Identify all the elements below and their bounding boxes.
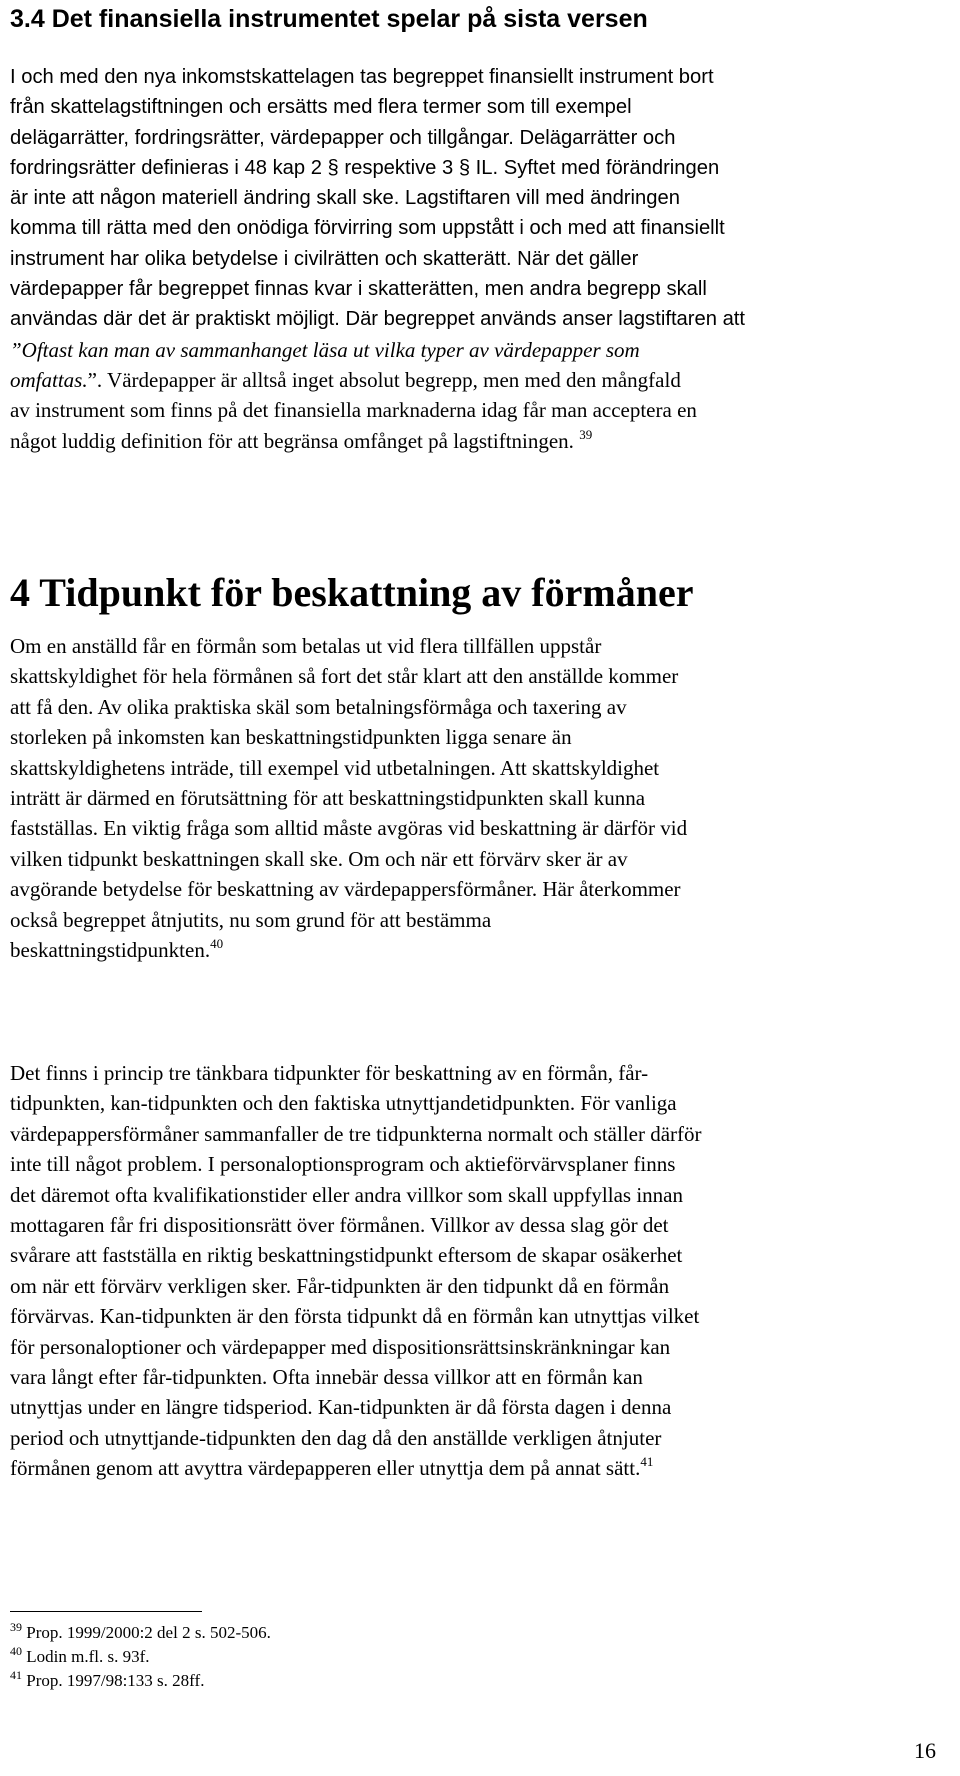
text-line: användas där det är praktiskt möjligt. Där begreppet används anser lagstiftaren att — [10, 308, 746, 331]
text-line: skattskyldighetens inträde, till exempel vid utbetalningen. Att skattskyldighet — [10, 755, 660, 780]
text-line: svårare att fastställa en riktig beskattningstidpunkt eftersom de skapar osäkerhet — [10, 1243, 683, 1268]
text-line: skattskyldighet för hela förmånen så fort det står klart att den anställde kommer — [10, 664, 679, 689]
footnote-number: 39 — [10, 1620, 22, 1634]
text-span: beskattningstidpunkten. — [10, 938, 211, 963]
footnote — [10, 1645, 960, 1669]
text-line: fastställas. En viktig fråga som alltid måste avgöras vid beskattning är därför vid — [10, 816, 688, 841]
footnote-text: Prop. 1999/2000:2 del 2 s. 502-506. — [26, 1623, 271, 1642]
chapter-4-paragraph-2 — [10, 1058, 960, 1484]
text-line: om när ett förvärv verkligen sker. Får-tidpunkten är den tidpunkt då en förmån — [10, 1273, 670, 1298]
footnote-number: 40 — [10, 1644, 22, 1658]
text-line: att få den. Av olika praktiska skäl som betalningsförmåga och taxering av — [10, 694, 627, 719]
footnotes — [10, 1621, 960, 1693]
text-line: från skattelagstiftningen och ersätts med flera termer som till exempel — [10, 96, 632, 119]
chapter-4-paragraph-1 — [10, 631, 960, 965]
chapter-heading: 4 Tidpunkt för beskattning av förmåner — [10, 570, 694, 615]
section-heading: 3.4 Det finansiella instrumentet spelar på sista versen — [10, 5, 648, 33]
text-line — [10, 426, 960, 456]
text-line: värdepappersförmåner sammanfaller de tre tidpunkterna normalt och ställer därför — [10, 1121, 702, 1146]
text-line: Om en anställd får en förmån som betalas ut vid flera tillfällen uppstår — [10, 634, 602, 658]
text-line: förvärvas. Kan-tidpunkten är den första tidpunkt då en förmån kan utnyttjas vilket — [10, 1304, 700, 1329]
text-line: värdepapper får begreppet finnas kvar i skatterätten, men andra begrepp skall — [10, 278, 707, 301]
text-line: är inte att någon materiell ändring skall ske. Lagstiftaren vill med ändringen — [10, 187, 680, 210]
text-line: komma till rätta med den onödiga förvirring som uppstått i och med att finansiellt — [10, 217, 725, 240]
footnote-number: 41 — [10, 1668, 22, 1682]
text-line: för personaloptioner och värdepapper med dispositionsrättsinskränkningar kan — [10, 1334, 671, 1359]
section-3-4-paragraph — [10, 62, 960, 456]
text-line: I och med den nya inkomstskattelagen tas begreppet finansiellt instrument bort — [10, 66, 714, 88]
text-line: Det finns i princip tre tänkbara tidpunkter för beskattning av en förmån, får- — [10, 1061, 649, 1085]
footnote-divider — [10, 1611, 202, 1612]
text-line: delägarrätter, fordringsrätter, värdepapper och tillgångar. Delägarrätter och — [10, 126, 676, 149]
footnote — [10, 1621, 960, 1645]
text-line: utnyttjas under en längre tidsperiod. Kan-tidpunkten är då första dagen i denna — [10, 1395, 672, 1420]
quote-line: ”Oftast kan man av sammanhanget läsa ut vilka typer av värdepapper som — [10, 337, 640, 362]
text-line: tidpunkten, kan-tidpunkten och den faktiska utnyttjandetidpunkten. För vanliga — [10, 1091, 677, 1116]
text-line: det däremot ofta kvalifikationstider eller andra villkor som skall uppfyllas innan — [10, 1182, 683, 1207]
text-line — [10, 365, 960, 395]
footnote — [10, 1669, 960, 1693]
footnote-ref[interactable]: 40 — [210, 936, 224, 952]
page-number: 16 — [914, 1738, 936, 1763]
text-line: också begreppet åtnjutits, nu som grund för att bestämma — [10, 907, 492, 932]
text-line: avgörande betydelse för beskattning av värdepappersförmåner. Här återkommer — [10, 877, 681, 902]
quote-end-italic: omfattas. — [10, 367, 88, 392]
text-span: något luddig definition för att begränsa omfånget på lagstiftningen. — [10, 428, 574, 453]
text-line — [10, 1453, 960, 1483]
text-span: förmånen genom att avyttra värdepapperen eller utnyttja dem på annat sätt. — [10, 1456, 641, 1481]
text-line: period och utnyttjande-tidpunkten den dag då den anställde verkligen åtnjuter — [10, 1425, 662, 1450]
footnote-ref[interactable]: 39 — [579, 426, 593, 442]
footnote-ref[interactable]: 41 — [640, 1454, 654, 1470]
text-line: vara långt efter får-tidpunkten. Ofta innebär dessa villkor att en förmån kan — [10, 1365, 643, 1390]
text-line: storleken på inkomsten kan beskattningstidpunkten ligga senare än — [10, 725, 572, 750]
quote-continuation: ”. Värdepapper är alltså inget absolut begrepp, men med den mångfald — [87, 367, 681, 392]
text-line — [10, 935, 960, 965]
text-line: av instrument som finns på det finansiella marknaderna idag får man acceptera en — [10, 398, 697, 423]
text-line: inträtt är därmed en förutsättning för att beskattningstidpunkten skall kunna — [10, 786, 646, 811]
text-line: fordringsrätter definieras i 48 kap 2 § respektive 3 § IL. Syftet med förändringen — [10, 156, 720, 179]
footnote-text: Lodin m.fl. s. 93f. — [26, 1647, 150, 1666]
text-line: inte till något problem. I personaloptionsprogram och aktieförvärvsplaner finns — [10, 1152, 676, 1177]
text-line: instrument har olika betydelse i civilrätten och skatterätt. När det gäller — [10, 247, 639, 270]
text-line: vilken tidpunkt beskattningen skall ske. Om och när ett förvärv sker är av — [10, 846, 628, 871]
text-line: mottagaren får fri dispositionsrätt över förmånen. Villkor av dessa slag gör det — [10, 1213, 669, 1238]
footnote-text: Prop. 1997/98:133 s. 28ff. — [26, 1671, 205, 1690]
